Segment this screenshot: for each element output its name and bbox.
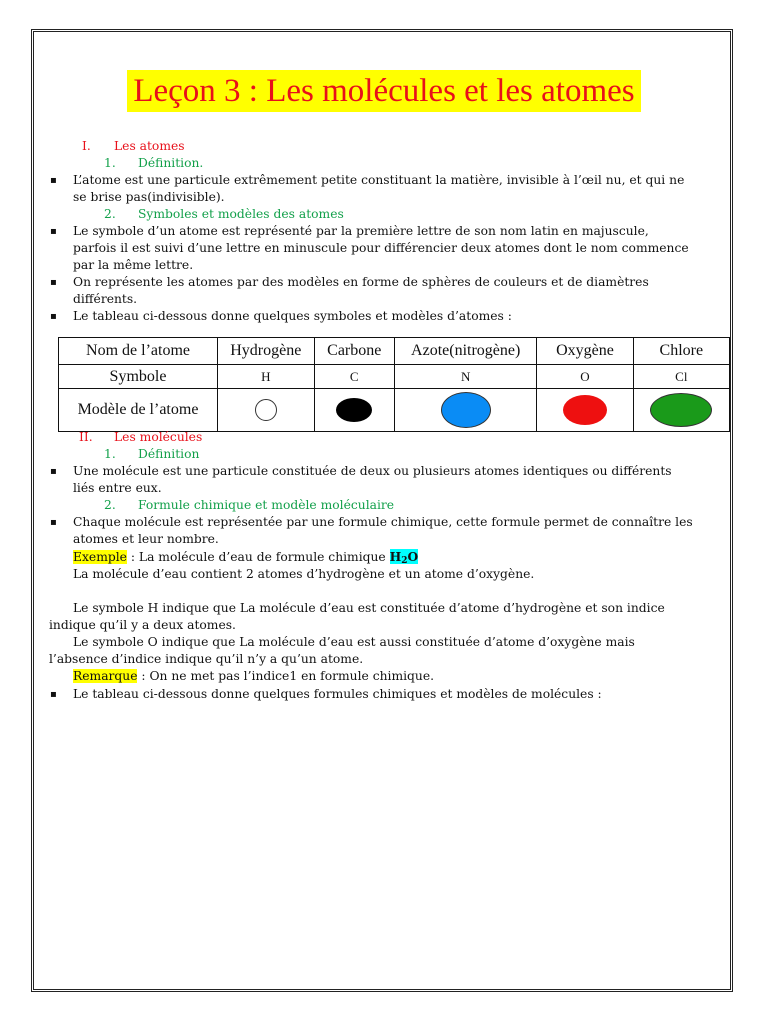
section1-number: I. [82, 139, 91, 153]
remark-line [73, 668, 434, 685]
atom-symbol-cell: O [537, 365, 633, 389]
atom-symbol-cell: C [314, 365, 395, 389]
paragraph: Le symbole H indique que La molécule d’eau est constituée d’atome d’hydrogène et son indice [73, 601, 665, 615]
bullet: ▪ [50, 311, 57, 322]
atom-model-cell [314, 389, 395, 432]
water-formula [390, 549, 419, 564]
paragraph: On représente les atomes par des modèles en forme de sphères de couleurs et de diamètres [73, 275, 649, 289]
chlorine-sphere-icon [650, 393, 712, 427]
header-model-cell: Modèle de l’atome [59, 389, 218, 432]
paragraph: L’atome est une particule extrêmement petite constituant la matière, invisible à l’œil nu, et qui ne [73, 173, 685, 187]
atom-symbol-cell: H [218, 365, 315, 389]
atom-symbol-cell: N [395, 365, 537, 389]
title-container [0, 70, 768, 112]
paragraph: Une molécule est une particule constituée de deux ou plusieurs atomes identiques ou différents [73, 464, 672, 478]
paragraph: Le tableau ci-dessous donne quelques symboles et modèles d’atomes : [73, 309, 512, 323]
atom-model-cell [633, 389, 729, 432]
paragraph: parfois il est suivi d’une lettre en minuscule pour différencier deux atomes dont le nom commence [73, 241, 689, 255]
atom-model-cell [395, 389, 537, 432]
atom-name-cell: Azote(nitrogène) [395, 338, 537, 365]
formula-h: H [389, 549, 402, 564]
example-text: : La molécule d’eau de formule chimique [126, 550, 390, 564]
paragraph: Le symbole O indique que La molécule d’eau est aussi constituée d’atome d’oxygène mais [73, 635, 635, 649]
paragraph: Chaque molécule est représentée par une formule chimique, cette formule permet de connaître les [73, 515, 693, 529]
atoms-table [58, 337, 730, 432]
example-label: Exemple [73, 550, 127, 564]
atom-name-cell: Carbone [314, 338, 395, 365]
header-symbol-cell: Symbole [59, 365, 218, 389]
example-line [73, 548, 418, 566]
remark-text: : On ne met pas l’indice1 en formule chimique. [137, 669, 435, 683]
paragraph: l’absence d’indice indique qu’il n’y a qu’un atome. [49, 652, 364, 666]
table-row [59, 389, 730, 432]
atom-name-cell: Hydrogène [218, 338, 315, 365]
section2-sub1-number: 1. [104, 447, 116, 461]
section2-sub2-number: 2. [104, 498, 116, 512]
section2-number: II. [79, 430, 93, 444]
header-name-cell: Nom de l’atome [59, 338, 218, 365]
atom-model-cell [218, 389, 315, 432]
section2-title: Les molécules [114, 430, 203, 444]
atom-name-cell: Chlore [633, 338, 729, 365]
paragraph: se brise pas(indivisible). [73, 190, 225, 204]
carbon-sphere-icon [336, 398, 372, 422]
remark-label: Remarque [73, 669, 138, 683]
nitrogen-sphere-icon [441, 392, 491, 428]
table-row [59, 338, 730, 365]
page-title: Leçon 3 : Les molécules et les atomes [127, 70, 640, 112]
paragraph: Le symbole d’un atome est représenté par la première lettre de son nom latin en majuscule, [73, 224, 649, 238]
section2-sub1-title: Définition [138, 447, 200, 461]
paragraph: liés entre eux. [73, 481, 162, 495]
atom-symbol-cell: Cl [633, 365, 729, 389]
section1-sub1-title: Définition. [138, 156, 204, 170]
formula-o: O [407, 549, 419, 564]
atom-model-cell [537, 389, 633, 432]
section1-sub1-number: 1. [104, 156, 116, 170]
bullet: ▪ [50, 226, 57, 237]
hydrogen-sphere-icon [255, 399, 277, 421]
section1-sub2-number: 2. [104, 207, 116, 221]
atom-name-cell: Oxygène [537, 338, 633, 365]
paragraph: La molécule d’eau contient 2 atomes d’hydrogène et un atome d’oxygène. [73, 567, 535, 581]
paragraph: indique qu’il y a deux atomes. [49, 618, 236, 632]
section1-title: Les atomes [114, 139, 185, 153]
paragraph: Le tableau ci-dessous donne quelques formules chimiques et modèles de molécules : [73, 687, 602, 701]
paragraph: différents. [73, 292, 138, 306]
paragraph: atomes et leur nombre. [73, 532, 219, 546]
section2-sub2-title: Formule chimique et modèle moléculaire [138, 498, 395, 512]
formula-subscript: 2 [401, 556, 408, 566]
bullet: ▪ [50, 277, 57, 288]
bullet: ▪ [50, 466, 57, 477]
oxygen-sphere-icon [563, 395, 607, 425]
paragraph: par la même lettre. [73, 258, 194, 272]
bullet: ▪ [50, 517, 57, 528]
bullet: ▪ [50, 175, 57, 186]
table-row [59, 365, 730, 389]
section1-sub2-title: Symboles et modèles des atomes [138, 207, 344, 221]
bullet: ▪ [50, 689, 57, 700]
